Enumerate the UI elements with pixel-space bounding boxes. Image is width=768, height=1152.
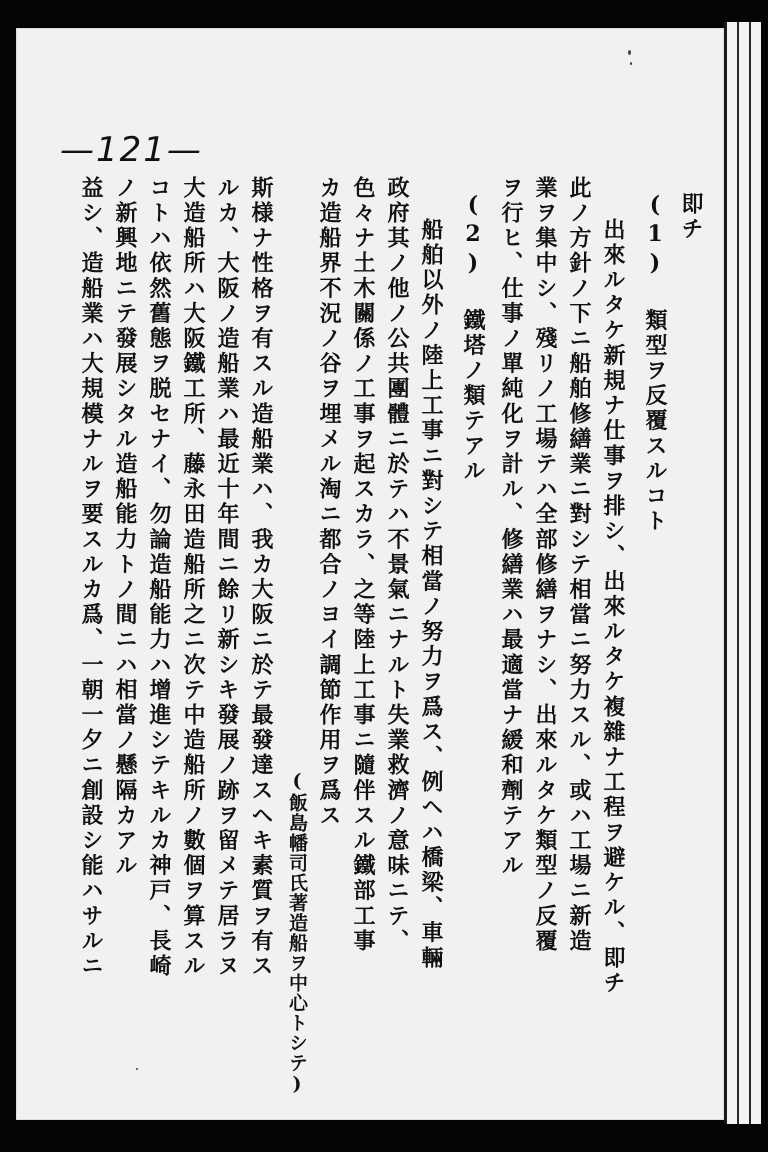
text-column: (2) 鐵塔ノ類テアル <box>460 192 486 485</box>
adjacent-page-edge <box>724 22 761 1124</box>
page-edge-line <box>737 22 739 1124</box>
text-column: 益シ、造船業ハ大規模ナルヲ要スルカ爲、一朝一夕ニ創設シ能ハサルニ <box>78 176 104 980</box>
text-column: 斯様ナ性格ヲ有スル造船業ハ、我カ大阪ニ於テ最發達スヘキ素質ヲ有ス <box>248 176 274 980</box>
text-column: ヲ行ヒ、仕事ノ單純化ヲ計ル、修繕業ハ最適當ナ緩和劑テアル <box>498 176 524 879</box>
text-column: ノ新興地ニテ發展シタル造船能力トノ間ニハ相當ノ懸隔カアル <box>112 176 138 879</box>
text-column: ルカ、大阪ノ造船業ハ最近十年間ニ餘リ新シキ發展ノ跡ヲ留メテ居ラヌ <box>214 176 240 980</box>
text-column: 此ノ方針ノ下ニ船舶修繕業ニ對シテ相當ニ努力スル、或ハ工場ニ新造 <box>566 176 592 955</box>
paper-speck <box>136 1068 138 1070</box>
text-column: 船舶以外ノ陸上工事ニ對シテ相當ノ努力ヲ爲ス、例ヘハ橋梁、車輛 <box>418 218 444 971</box>
text-column: 色々ナ土木關係ノ工事ヲ起スカラ、之等陸上工事ニ隨伴スル鐵部工事 <box>350 176 376 955</box>
document-page <box>16 28 724 1120</box>
paper-speck <box>630 62 632 65</box>
page-edge-line <box>749 22 751 1124</box>
text-column: コトハ依然舊態ヲ脱セナイ、勿論造船能力ハ增進シテキルカ神戸、長崎 <box>146 176 172 980</box>
citation: (飯島幡司氏著造船ヲ中心トシテ) <box>286 770 308 1096</box>
text-column: カ造船界不況ノ谷ヲ埋メル淘ニ都合ノヨイ調節作用ヲ爲ス <box>316 176 342 829</box>
text-column: 政府其ノ他ノ公共團體ニ於テハ不景氣ニナルト失業救濟ノ意味ニテ、 <box>384 176 410 955</box>
text-column: 大造船所ハ大阪鐵工所、藤永田造船所之ニ次テ中造船所ノ數個ヲ算スル <box>180 176 206 980</box>
text-column: (1) 類型ヲ反覆スルコト <box>642 192 668 535</box>
text-column: 即チ <box>678 192 704 243</box>
page-number: —121— <box>60 130 203 170</box>
paper-speck <box>628 50 631 55</box>
text-column: 業ヲ集中シ、殘リノ工場テハ全部修繕ヲナシ、出來ルタケ類型ノ反覆 <box>532 176 558 955</box>
text-column: 出來ルタケ新規ナ仕事ヲ排シ、出來ルタケ複雜ナ工程ヲ避ケル、即チ <box>600 218 626 997</box>
